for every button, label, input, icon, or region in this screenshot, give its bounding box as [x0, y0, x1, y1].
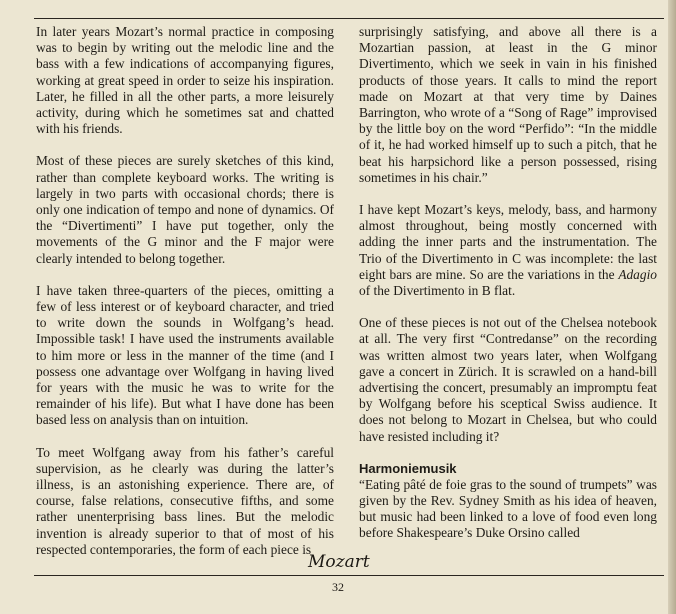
paragraph-text: of the Divertimento in B flat. [359, 283, 516, 299]
bottom-rule [34, 575, 664, 576]
paragraph: To meet Wolfgang away from his father’s careful supervision, as he clearly was during the latter’s illness, is an astonishing experience. There are, of course, false relations, consecutive fifths, and some rather unenterprising bass lines. But the melodic invention is already superior to that of most of his respected contemporaries, the form of each piece is [36, 444, 334, 557]
top-rule [34, 18, 664, 19]
mozart-signature: Mozart [308, 552, 370, 572]
left-column [36, 24, 334, 558]
paragraph: One of these pieces is not out of the Chelsea notebook at all. The very first “Contredanse” on the recording was written almost two years later, when Wolfgang gave a concert in Zürich. It is scrawled on a hand-bill advertising the concert, presumably an impromptu feat by Wolfgang before his sceptical Swiss audience. It does not belong to Mozart in Chelsea, but who could have resisted including it? [359, 315, 657, 444]
page-number: 32 [332, 580, 344, 594]
page-edge-shadow [668, 0, 676, 614]
paragraph: I have taken three-quarters of the pieces, omitting a few of less interest or of keyboard character, and tried to write down the sounds in Wolfgang’s head. Impossible task! I have used the instruments available to him more or less in the manner of the time (and I possess one advantage over Wolfgang in having lived for years with the music he was to write for the remainder of his life). But what I have done has been based less on analysis than on intuition. [36, 282, 334, 428]
paragraph [359, 202, 657, 299]
paragraph: surprisingly satisfying, and above all there is a Mozartian passion, at least in the G minor Divertimento, which we seek in vain in his finished products of those years. It calls to mind the report made on Mozart at that very time by Daines Barrington, who wrote of a “Song of Rage” improvised by the little boy on the word “Perfido”: “In the middle of it, he had worked himself up to such a pitch, that he beat his harpsichord like a person possessed, rising sometimes in his chair.” [359, 24, 657, 185]
paragraph: Most of these pieces are surely sketches of this kind, rather than complete keyboard works. The writing is largely in two parts with occasional chords; there is only one indication of tempo and none of dynamics. Of the “Divertimenti” I have put together, only the movements of the G minor and the F major were clearly intended to belong together. [36, 153, 334, 266]
section-heading: Harmoniemusik [359, 460, 457, 476]
paragraph: In later years Mozart’s normal practice in composing was to begin by writing out the melodic line and the bass with a few indications of accompanying figures, working at great speed in order to seize his inspiration. Later, he filled in all the other parts, a more leisurely activity, during which he sometimes sat and chatted with his friends. [36, 24, 334, 137]
italic-term: Adagio [618, 266, 657, 282]
paragraph: “Eating pâté de foie gras to the sound of trumpets” was given by the Rev. Sydney Smith as his idea of heaven, but music had been linked to a love of food even long before Shakespeare’s Duke Orsino called [359, 476, 657, 541]
paragraph-text: I have kept Mozart’s keys, melody, bass, and harmony almost throughout, being mostly concerned with adding the inner parts and the instrumentation. The Trio of the Divertimento in C was incomplete: the last eight bars are mine. So are the variations in the [359, 202, 657, 282]
right-column [359, 24, 657, 542]
